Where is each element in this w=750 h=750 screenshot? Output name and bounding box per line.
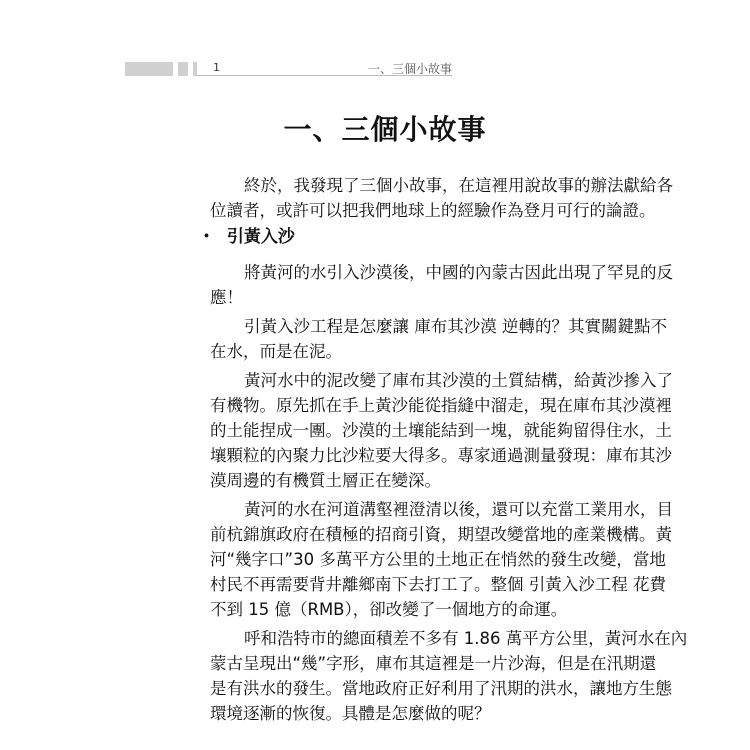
text-line: 村民不再需要背井離鄉南下去打工了。整個 引黃入沙工程 花費 [210,575,666,594]
text-line: 不到 15 億（RMB），卻改變了一個地方的命運。 [210,600,568,619]
bullet: ・ [198,227,215,247]
intro-paragraph [210,173,673,223]
text-line: 環境逐漸的恢復。具體是怎麼做的呢？ [210,704,491,723]
text-line: 位讀者，或許可以把我們地球上的經驗作為登月可行的論證。 [210,201,656,220]
text-line: 是有洪水的發生。當地政府正好利用了汛期的洪水，讓地方生態 [210,679,672,698]
text-line: 將黃河的水引入沙漠後，中國的內蒙古因此出現了罕見的反 [244,263,673,282]
text-line: 有機物。原先抓在手上黃沙能從指縫中溜走，現在庫布其沙漠裡 [210,396,672,415]
body-text [198,173,688,730]
header-decor-block [125,62,173,76]
text-line: 河“幾字口”30 多萬平方公里的土地正在悄然的發生改變，當地 [210,550,666,569]
header-decor-block [193,62,197,76]
text-line: 呼和浩特市的總面積差不多有 1.86 萬平方公里，黃河水在內 [244,629,688,648]
text-line: 漠周邊的有機質土層正在變深。 [210,471,441,490]
text-line: 的土能捏成一團。沙漠的土壤能結到一塊，就能夠留得住水，土 [210,421,672,440]
text-line: 蒙古呈現出“幾”字形，庫布其這裡是一片沙海，但是在汛期還 [210,654,657,673]
text-line: 前杭錦旗政府在積極的招商引資，期望改變當地的產業機構。黃 [210,525,672,544]
text-line: 在水，而是在泥。 [210,342,342,361]
section-heading [198,225,568,250]
header-decor-block [178,62,188,76]
paragraph [210,626,688,726]
text-line: 應！ [210,288,243,307]
paragraph [210,260,673,310]
text-line: 黃河水中的泥改變了庫布其沙漠的土質結構，給黃沙摻入了 [244,371,673,390]
text-line: 引黃入沙工程是怎麼讓 庫布其沙漠 逆轉的？其實關鍵點不 [244,317,667,336]
text-line: 壤顆粒的內聚力比沙粒要大得多。專家通過測量發現：庫布其沙 [210,446,672,465]
section-heading-text: 引黃入沙 [226,227,295,247]
text-line: 終於，我發現了三個小故事，在這裡用說故事的辦法獻給各 [244,176,673,195]
paragraph [210,314,667,364]
page-number: 1 [213,61,220,74]
chapter-title: 一、三個小故事 [283,113,487,146]
paragraph [210,368,673,493]
paragraph [210,497,673,622]
running-title: 一、三個小故事 [367,62,452,76]
text-line: 黃河的水在河道溝壑裡澄清以後，還可以充當工業用水，目 [244,500,673,519]
